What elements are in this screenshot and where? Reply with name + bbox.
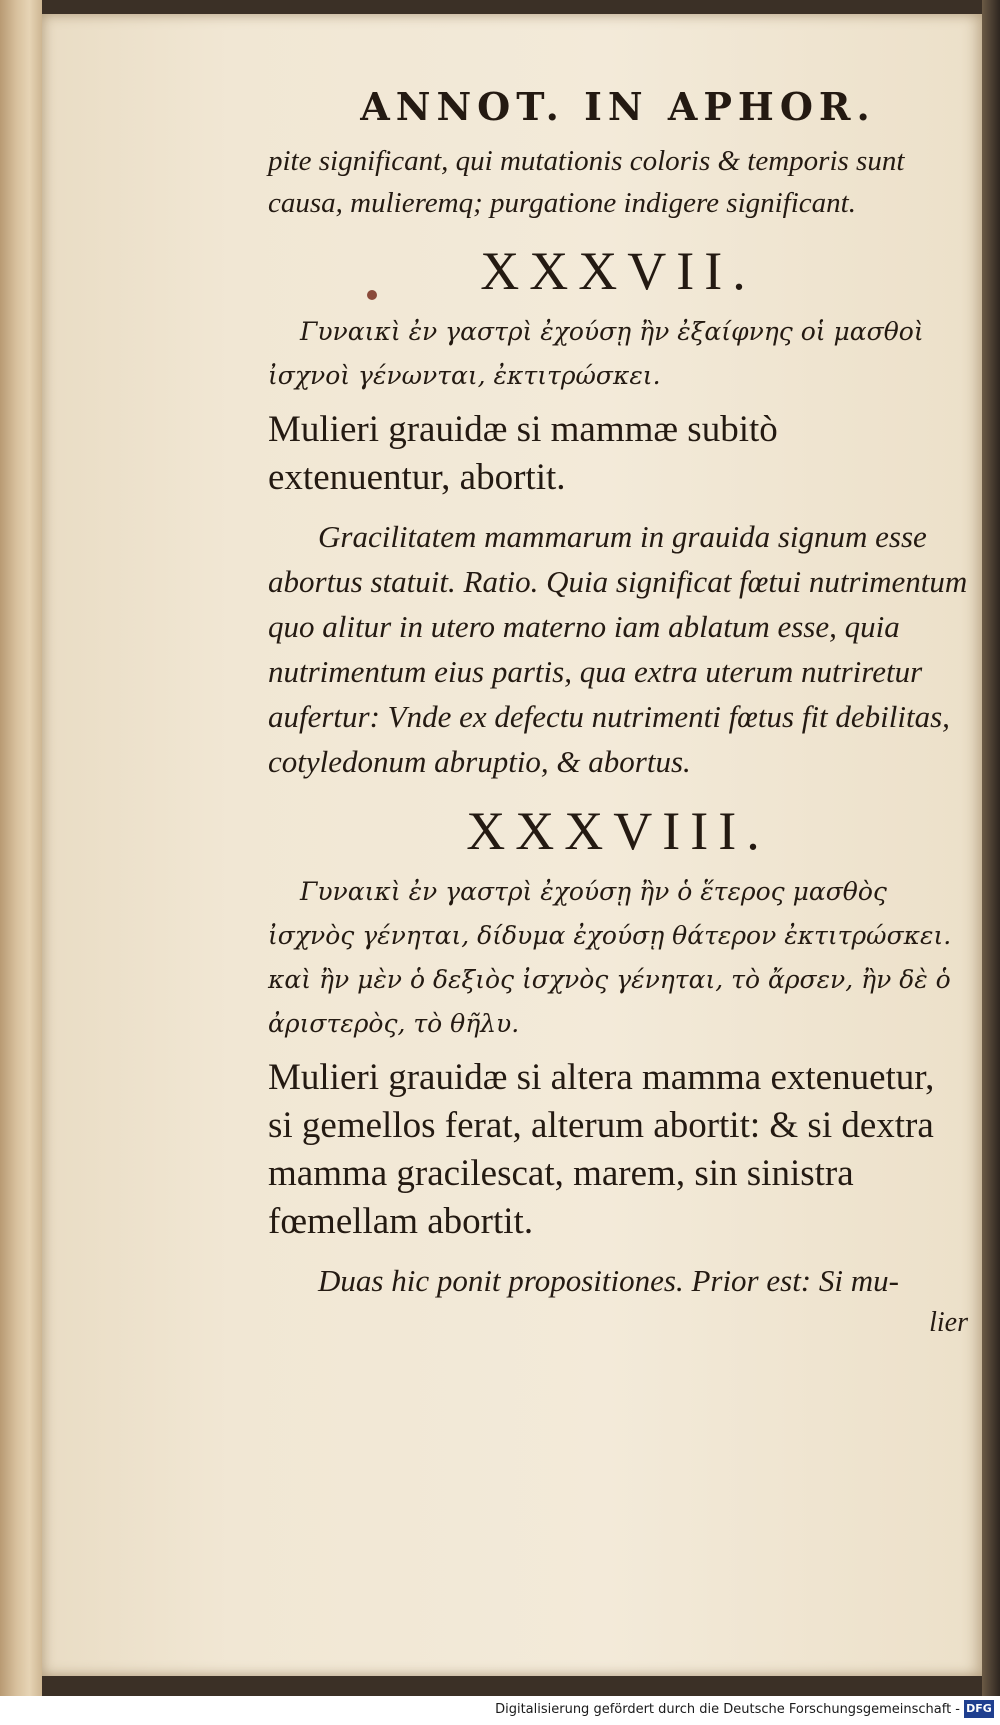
greek-text: Γυναικὶ ἐν γαστρὶ ἐχούσῃ ἢν ἐξαίφνης οἱ μασθοὶ ἰσχνοὶ γένωνται, ἐκτιτρώσκει. bbox=[268, 317, 924, 390]
book-left-edge bbox=[0, 0, 42, 1696]
commentary-paragraph: Duas hic ponit propositiones. Prior est: Si mu- bbox=[318, 1263, 899, 1298]
dfg-logo-icon: DFG bbox=[964, 1700, 994, 1718]
aphorism-number: XXXVII. bbox=[480, 241, 756, 301]
latin-translation: Mulieri grauidæ si altera mamma extenuetur, si gemellos ferat, alterum abortit: & si dextra mamma gracilescat, marem, sin sinistra fœmellam abortit. bbox=[268, 1057, 935, 1242]
greek-text: Γυναικὶ ἐν γαστρὶ ἐχούσῃ ἢν ὁ ἕτερος μασθὸς ἰσχνὸς γένηται, δίδυμα ἐχούσῃ θάτερον ἐκτιτρώσκει. καὶ ἢν μὲν ὁ δεξιὸς ἰσχνὸς γένηται, τὸ ἄρσεν, ἢν δὲ ὁ ἀριστερὸς, τὸ θῆλυ. bbox=[268, 877, 952, 1038]
aphorism-number: XXXVIII. bbox=[466, 801, 770, 861]
running-head: ANNOT. IN APHOR. bbox=[360, 84, 876, 129]
footer-bar bbox=[0, 1696, 1000, 1725]
footer-credit: Digitalisierung gefördert durch die Deutsche Forschungsgemeinschaft - bbox=[495, 1702, 960, 1717]
page-text bbox=[268, 82, 968, 1339]
intro-paragraph: pite significant, qui mutationis coloris & temporis sunt causa, mulieremq; purgatione indigere significant. bbox=[268, 145, 905, 219]
commentary-paragraph: Gracilitatem mammarum in grauida signum esse abortus statuit. Ratio. Quia significat fœtui nutrimentum quo alitur in utero materno iam ablatum esse, quia nutrimentum eius partis, qua extra uterum nutriretur aufertur: Vnde ex defectu nutrimenti fœtus fit debilitas, cotyledonum abruptio, & abortus. bbox=[268, 519, 968, 779]
catchword: lier bbox=[929, 1307, 968, 1338]
book-right-edge bbox=[982, 0, 1000, 1696]
latin-translation: Mulieri grauidæ si mammæ subitò extenuentur, abortit. bbox=[268, 409, 778, 498]
